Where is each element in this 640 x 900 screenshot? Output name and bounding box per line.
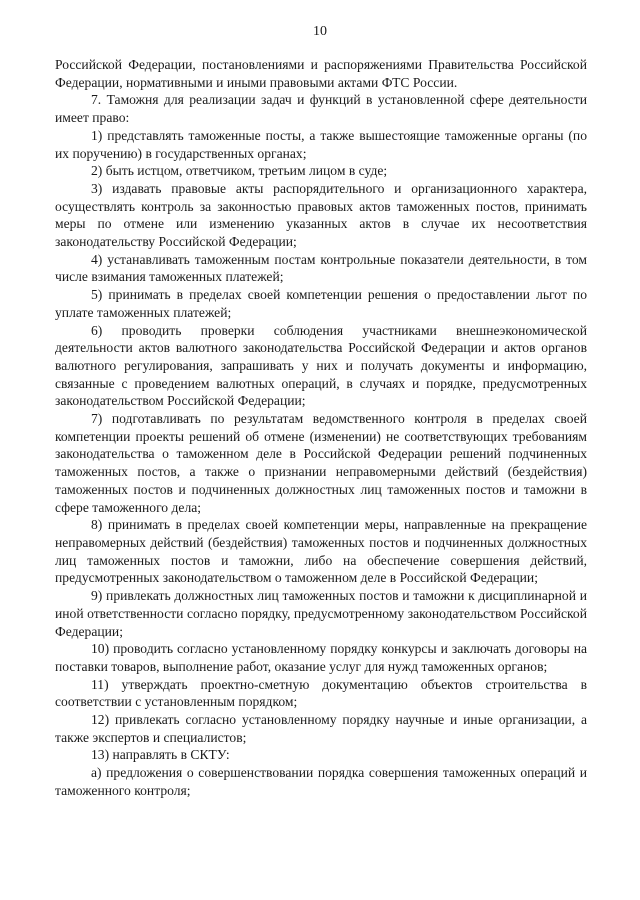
list-item-3: 3) издавать правовые акты распорядительного и организационного характера, осуществлять контроль за законностью правовых актов таможенных постов, принимать меры по отмене или изменению указанных актов в случае их несоответствия законодательству Российской Федерации; [55, 180, 587, 250]
list-item-5: 5) принимать в пределах своей компетенции решения о предоставлении льгот по уплате таможенных платежей; [55, 287, 587, 320]
sub-item-a: а) предложения о совершенствовании порядка совершения таможенных операций и таможенного контроля; [55, 765, 587, 798]
list-item-11: 11) утверждать проектно-сметную документацию объектов строительства в соответствии с установленным порядком; [55, 676, 587, 710]
list-item-2: 2) быть истцом, ответчиком, третьим лицом в суде; [91, 163, 388, 179]
list-item-4: 4) устанавливать таможенным постам контрольные показатели деятельности, в том числе взимания таможенных платежей; [55, 251, 587, 285]
page-number: 10 [313, 24, 327, 39]
list-item-7: 7) подготавливать по результатам ведомственного контроля в пределах своей компетенции проекты решений об отмене (изменении) не соответствующих требованиям законодательства о таможенном деле в Российской Федерации решений подчиненных таможенных постов, а также о признании неправомерными действий (бездействия) таможенных постов и подчиненных должностных лиц таможенных постов и таможни в сфере таможенного дела; [55, 411, 587, 515]
list-item-8: 8) принимать в пределах своей компетенции меры, направленные на прекращение неправомерных действий (бездействия) таможенных постов и подчиненных должностных лиц таможенных постов и таможни, либо на обеспечение совершения действий, предусмотренных законодательством о таможенном деле в Российской Федерации; [55, 517, 587, 586]
paragraph-continuation: Российской Федерации, постановлениями и распоряжениями Правительства Российской Федерации, нормативными и иными правовыми актами ФТС России. [55, 57, 587, 90]
document-body [55, 56, 587, 800]
list-item-6: 6) проводить проверки соблюдения участниками внешнеэкономической деятельности актов валютного законодательства Российской Федерации и актов органов валютного регулирования, запрашивать у них и получать документы и информацию, связанные с проведением валютных операций, в случаях и порядке, предусмотренных законодательством Российской Федерации; [55, 322, 587, 409]
list-item-10: 10) проводить согласно установленному порядку конкурсы и заключать договоры на поставки товаров, выполнение работ, оказание услуг для нужд таможенных органов; [55, 641, 587, 674]
paragraph-clause-7: 7. Таможня для реализации задач и функций в установленной сфере деятельности имеет право: [55, 92, 587, 126]
list-item-1: 1) представлять таможенные посты, а также вышестоящие таможенные органы (по их поручению) в государственных органах; [55, 127, 587, 161]
list-item-13: 13) направлять в СКТУ: [91, 747, 230, 763]
list-item-12: 12) привлекать согласно установленному порядку научные и иные организации, а также экспертов и специалистов; [55, 712, 587, 745]
list-item-9: 9) привлекать должностных лиц таможенных постов и таможни к дисциплинарной и иной ответственности согласно порядку, предусмотренному законодательством Российской Федерации; [55, 588, 587, 639]
